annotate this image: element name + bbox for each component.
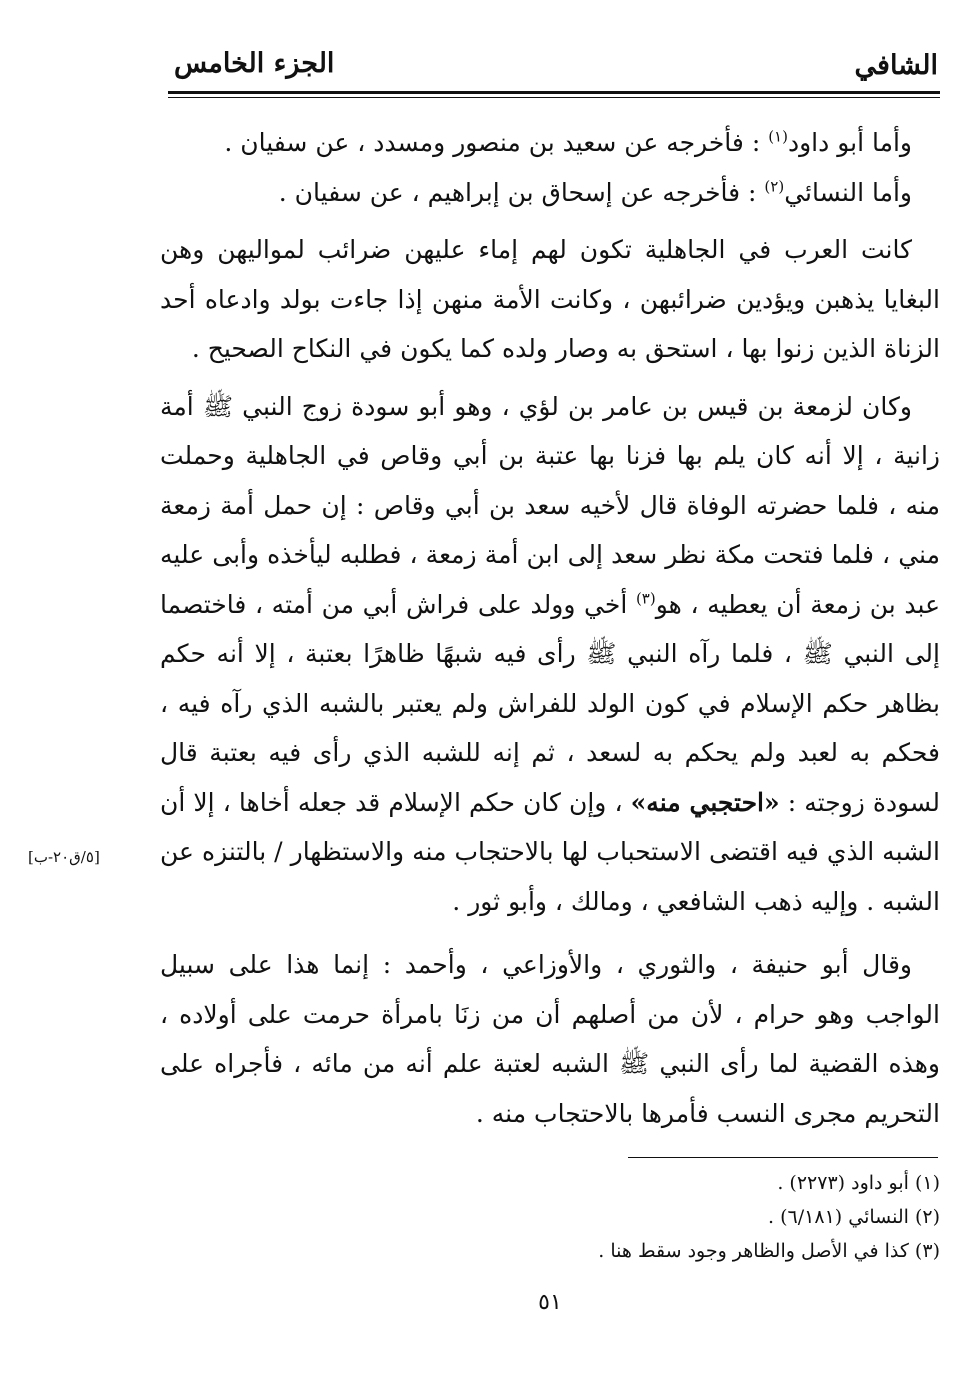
footnote-2: (٢) النسائي (٦/١٨١) .: [768, 1206, 940, 1228]
paragraph-text: ، وإن كان حكم الإسلام قد جعله أخاها ، إلا أن الشبه الذي فيه اقتضى الاستحباب لها بالاحتجاب منه والاستظهار / بالتنزه عن الشبه . وإليه ذهب الشافعي ، ومالك ، وأبو ثور .: [160, 787, 940, 916]
footnote-reference[interactable]: (٣): [635, 589, 656, 608]
footnote-1: (١) أبو داود (٢٢٧٣) .: [777, 1172, 940, 1194]
paragraph-text: أخي وولد على فراش أبي من أمته ، فاختصما إلى النبي ﷺ ، فلما رآه النبي ﷺ رأى فيه شبهًا ظاهرًا بعتبة ، إلا أنه حكم بظاهر حكم الإسلام في كون الولد للفراش ولم يعتبر بالشبه الذي رآه فيه ، فحكم به لعبد ولم يحكم به لسعد ، ثم إنه للشبه الذي رأى فيه بعتبة قال لسودة زوجته :: [160, 589, 940, 817]
running-header: [168, 42, 938, 88]
paragraph-nasai: [160, 168, 940, 218]
page-number: ٥١: [538, 1290, 562, 1315]
paragraph-text: وأما النسائي: [784, 177, 912, 207]
book-title: الشافي: [854, 50, 938, 81]
header-rule-thin: [168, 97, 940, 98]
paragraph-text: وأما أبو داود: [787, 128, 912, 157]
main-text: [160, 118, 940, 1138]
footnote-reference[interactable]: (١): [768, 127, 788, 146]
manuscript-folio-note: [٥/ق٢٠-ب]: [28, 848, 100, 866]
footnote-separator: [628, 1157, 938, 1158]
paragraph-text: وكان لزمعة بن قيس بن عامر بن لؤي ، وهو أبو سودة زوج النبي ﷺ أمة زانية ، إلا أنه كان يلم بها فزنا بها عتبة بن أبي وقاص في الجاهلية وحملت منه ، فلما حضرته الوفاة قال لأخيه سعد بن أبي وقاص : إن حمل أمة زمعة مني ، فلما فتحت مكة نظر سعد إلى ابن أمة زمعة ، فطلبه ليأخذه وأبى عليه عبد بن زمعة أن يعطيه ، هو: [160, 391, 940, 619]
part-title: الجزء الخامس: [174, 48, 335, 79]
hadith-quote: «احتجبي منه»: [630, 787, 780, 817]
paragraph-zamaa-story: [160, 382, 940, 927]
footnotes: [400, 1166, 940, 1268]
paragraph-text: : فأخرجه عن سعيد بن منصور ومسدد ، عن سفيان .: [224, 128, 769, 157]
footnote-reference[interactable]: (٢): [764, 177, 785, 196]
paragraph-abu-hanifa: وقال أبو حنيفة ، والثوري ، والأوزاعي ، وأحمد : إنما هذا على سبيل الواجب وهو حرام ، لأن من أصلهم أن من زنَا بامرأة حرمت على أولاده ، وهذه القضية لما رأى النبي ﷺ الشبه لعتبة علم أنه من مائه ، فأجراه على التحريم مجرى النسب فأمرها بالاحتجاب منه .: [160, 950, 940, 1128]
paragraph-abu-dawud: [160, 118, 940, 168]
paragraph-text: : فأخرجه عن إسحاق بن إبراهيم ، عن سفيان .: [278, 177, 765, 207]
footnote-3: (٣) كذا في الأصل والظاهر وجود سقط هنا .: [598, 1240, 940, 1262]
header-rule-thick: [168, 91, 940, 94]
paragraph-arab-custom: كانت العرب في الجاهلية تكون لهم إماء عليهن ضرائب لمواليهن وهن البغايا يذهبن ويؤدين ضرائبهن ، وكانت الأمة منهن إذا جاءت بولد وادعاه أحد الزناة الذين زنوا بها ، استحق به وصار ولده كما يكون في النكاح الصحيح .: [160, 235, 940, 363]
